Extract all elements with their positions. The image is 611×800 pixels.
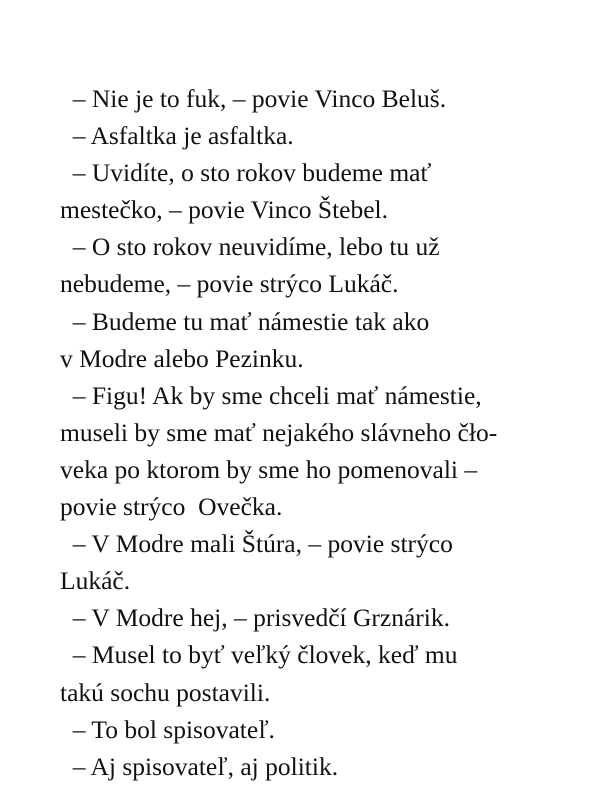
text-line: – Uvidíte, o sto rokov budeme mať [60,158,432,188]
text-line: – Budeme tu mať námestie tak ako [60,306,430,336]
text-line: Lukáč. [60,566,131,596]
text-line: nebudeme, – povie strýco Lukáč. [60,269,399,299]
text-line: – O sto rokov neuvidíme, lebo tu už [60,232,440,262]
text-line: – Asfaltka je asfaltka. [60,121,294,151]
text-line: mestečko, – povie Vinco Štebel. [60,195,389,225]
text-line: – V Modre hej, – prisvedčí Grznárik. [60,603,450,633]
text-line: – To bol spisovateľ. [60,714,275,744]
text-line: veka po ktorom by sme ho pomenovali – [60,454,478,484]
text-line: – Nie je to fuk, – povie Vinco Beluš. [60,84,447,113]
text-line: – Musel to byť veľký človek, keď mu [60,640,458,670]
text-line: v Modre alebo Pezinku. [60,343,304,373]
text-line: – V Modre mali Štúra, – povie strýco [60,529,453,559]
text-line: takú sochu postavili. [60,677,271,707]
text-line: – Figu! Ak by sme chceli mať námestie, [60,380,482,410]
text-line: povie strýco Ovečka. [60,492,283,522]
dialogue-text [60,80,560,785]
text-line: – Aj spisovateľ, aj politik. [60,751,339,781]
text-line: museli by sme mať nejakého slávneho čło- [60,417,498,447]
